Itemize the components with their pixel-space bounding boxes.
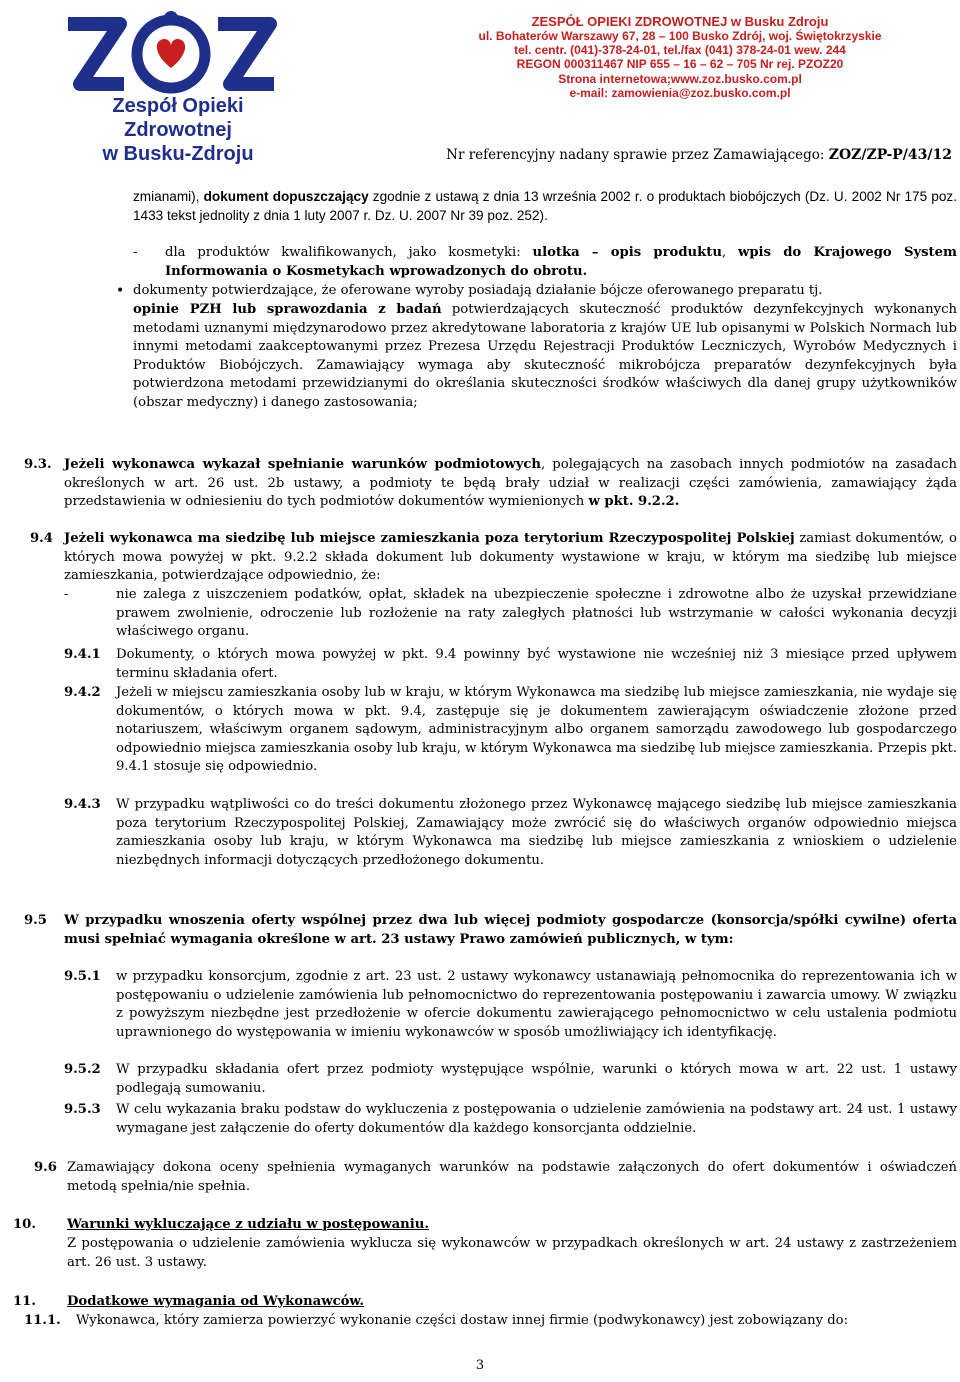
section-9-5-1-text: w przypadku konsorcjum, zgodnie z art. 23 ust. 2 ustawy wykonawcy ustanawiają pełnomocnika do reprezentowania ich w postępowaniu o udzielenie zamówienia lub pełnomocnictwo do reprezentowania postępowaniu i zawarcia umowy. W związku z powyższym niezbędne jest przedłożenie w ofercie dokumentu zawierającego pełnomocnictwo w celu ustalenia podmiotu uprawnionego do występowania w imieniu wykonawców w sposób umożliwiający ich identyfikację. bbox=[116, 969, 957, 1040]
section-11-1-text: Wykonawca, który zamierza powierzyć wykonanie części dostaw innej firmie (podwykonawcy) jest zobowiązany do: bbox=[76, 1313, 849, 1328]
text-segment-bold: w pkt. 9.2.2. bbox=[588, 494, 680, 510]
section-number-9-5-2: 9.5.2 bbox=[64, 1062, 101, 1077]
reference-value: ZOZ/ZP-P/43/12 bbox=[828, 147, 952, 163]
page-number: 3 bbox=[475, 1358, 485, 1373]
section-number-9-5-1: 9.5.1 bbox=[64, 969, 101, 984]
section-number-9-6: 9.6 bbox=[34, 1160, 57, 1175]
section-11-title: Dodatkowe wymagania od Wykonawców. bbox=[67, 1294, 365, 1309]
dash-marker: - bbox=[64, 587, 69, 602]
org-website[interactable]: Strona internetowa;www.zoz.busko.com.pl bbox=[558, 71, 802, 86]
logo-wordmark bbox=[58, 94, 298, 166]
org-email[interactable]: e-mail: zamowienia@zoz.busko.com.pl bbox=[569, 85, 791, 100]
reference-number bbox=[446, 147, 952, 163]
section-9-5-text: W przypadku wnoszenia oferty wspólnej przez dwa lub więcej podmioty gospodarcze (konsorcja/spółki cywilne) oferta musi spełniać wymagania określone w art. 23 ustawy Prawo zamówień publicznych, w tym: bbox=[64, 913, 957, 947]
section-9-3-text bbox=[64, 456, 957, 512]
text-segment-bold: wpis do Krajowego System Informowania o Kosmetykach wprowadzonych do obrotu. bbox=[165, 245, 957, 279]
section-9-4-dash-item: nie zalega z uiszczeniem podatków, opłat, składek na ubezpieczenie społeczne i zdrowotne albo że uzyskał przewidziane prawem zwolnienie, odroczenie lub rozłożenie na raty zaległych płatności lub wstrzymanie w całości wykonania decyzji właściwego organu. bbox=[116, 587, 957, 640]
section-number-9-5-3: 9.5.3 bbox=[64, 1102, 101, 1117]
text-segment-bold: ulotka – opis produktu bbox=[532, 245, 722, 260]
section-9-4-text bbox=[64, 530, 957, 586]
paragraph-biocidal-documents: dokumenty potwierdzające, że oferowane wyroby posiadają działanie bójcze oferowanego preparatu tj. bbox=[133, 283, 823, 298]
section-number-9-4: 9.4 bbox=[30, 531, 53, 546]
text-segment: , bbox=[721, 245, 738, 260]
zoz-logo-mark-icon bbox=[58, 6, 288, 98]
text-segment: , polegających na zasobach innych podmiotów na zasadach określonych w art. 26 ust. 2b ustawy, a podmioty te będą brały udział w realizacji części zamówienia, zamawiający żąda przedstawienia w odniesieniu do tych podmiotów dokumentów wymienionych bbox=[64, 457, 957, 510]
text-segment-bold: Jeżeli wykonawca wykazał spełnianie warunków podmiotowych bbox=[64, 457, 541, 472]
text-segment: zmianami), bbox=[133, 189, 204, 204]
text-segment: zamiast dokumentów, o których mowa powyżej w pkt. 9.2.2 składa dokument lub dokumenty wystawione w kraju, w którym ma siedzibę lub miejsce zamieszkania, potwierdzające odpowiednio, że: bbox=[64, 531, 957, 584]
section-number-9-4-3: 9.4.3 bbox=[64, 797, 101, 812]
header-contact-block bbox=[440, 14, 920, 100]
section-number-10: 10. bbox=[13, 1217, 36, 1232]
text-segment: zgodnie z ustawą z dnia 13 września 2002 r. o produktach biobójczych (Dz. U. 2002 Nr 175 poz. 1433 tekst jednolity z dnia 1 luty 2007 r. Dz. U. 2007 Nr 39 poz. 252). bbox=[133, 189, 958, 223]
paragraph-pzh-opinions bbox=[133, 301, 957, 413]
section-number-11-1: 11.1. bbox=[24, 1313, 61, 1328]
reference-label: Nr referencyjny nadany sprawie przez Zamawiającego: bbox=[446, 147, 829, 163]
org-name: ZESPÓŁ OPIEKI ZDROWOTNEJ w Busku Zdroju bbox=[531, 14, 829, 29]
text-segment-bold: dokument dopuszczający bbox=[203, 189, 369, 204]
logo-line-2: w Busku-Zdroju bbox=[102, 143, 254, 165]
section-number-9-5: 9.5 bbox=[24, 913, 47, 928]
section-9-5-2-text: W przypadku składania ofert przez podmioty występujące wspólnie, warunki o których mowa w art. 22 ust. 1 ustawy podlegają sumowaniu. bbox=[116, 1062, 957, 1096]
text-segment: dla produktów kwalifikowanych, jako kosmetyki: bbox=[165, 245, 533, 260]
text-segment: potwierdzających skuteczność produktów dezynfekcyjnych wykonanych metodami uznanymi międzynarodowo przez akredytowane laboratoria z krajów UE lub opisanymi w Polskich Normach lub innymi metodami zaakceptowanymi przez Prezesa Urzędu Rejestracji Produktów Leczniczych, Wyrobów Medycznych i Produktów Biobójczych. Zamawiający wymaga aby skuteczność mikrobójcza preparatów dezynfekcyjnych była potwierdzona metodami przewidzianymi do określania skuteczności środków właściwych dla danej grupy użytkowników (obszar medyczny) i danego zastosowania; bbox=[133, 302, 957, 410]
org-regon: REGON 000311467 NIP 655 – 16 – 62 – 705 Nr rej. PZOZ20 bbox=[516, 57, 844, 72]
section-10-text: Z postępowania o udzielenie zamówienia wyklucza się wykonawców w przypadkach określonych w art. 24 ustawy z zastrzeżeniem art. 26 ust. 3 ustawy. bbox=[67, 1236, 957, 1270]
section-10-title: Warunki wykluczające z udziału w postępowaniu. bbox=[67, 1217, 429, 1232]
paragraph-biocide-permit bbox=[133, 188, 957, 225]
org-address: ul. Bohaterów Warszawy 67, 28 – 100 Busko Zdrój, woj. Świętokrzyskie bbox=[478, 29, 882, 43]
text-segment-bold: Jeżeli wykonawca ma siedzibę lub miejsce zamieszkania poza terytorium Rzeczypospolitej Polskiej bbox=[64, 531, 795, 546]
section-9-4-2-text: Jeżeli w miejscu zamieszkania osoby lub w kraju, w którym Wykonawca ma siedzibę lub miejsce zamieszkania, nie wydaje się dokumentów, o których mowa w pkt. 9.4, zastępuje się je dokumentem zawierającym oświadczenie złożone przed notariuszem, właściwym organem sądowym, administracyjnym albo organem samorządu zawodowego lub gospodarczego odpowiednio miejsca zamieszkania osoby lub kraju, w którym Wykonawca ma siedzibę lub miejsce zamieszkania. Przepis pkt. 9.4.1 stosuje się odpowiednio. bbox=[116, 685, 957, 775]
section-9-4-3-text: W przypadku wątpliwości co do treści dokumentu złożonego przez Wykonawcę mającego siedzibę lub miejsce zamieszkania poza terytorium Rzeczypospolitej Polskiej, Zamawiający może zwrócić się do właściwych organów odpowiednio miejsca zamieszkania osoby lub kraju, w którym Wykonawca ma siedzibę lub miejsce zamieszkania z wnioskiem o udzielenie niezbędnych informacji dotyczących przedłożonego dokumentu. bbox=[116, 797, 957, 868]
bullet-marker: • bbox=[116, 283, 125, 299]
section-9-6-text: Zamawiający dokona oceny spełnienia wymaganych warunków na podstawie załączonych do ofert dokumentów i oświadczeń metodą spełnia/nie spełnia. bbox=[67, 1160, 957, 1194]
section-number-11: 11. bbox=[13, 1294, 36, 1309]
dash-marker: - bbox=[133, 245, 138, 260]
paragraph-cosmetics bbox=[165, 244, 957, 281]
section-number-9-3: 9.3. bbox=[24, 457, 52, 472]
org-phone: tel. centr. (041)-378-24-01, tel./fax (041) 378-24-01 wew. 244 bbox=[514, 43, 846, 58]
section-number-9-4-2: 9.4.2 bbox=[64, 685, 101, 700]
section-9-5-3-text: W celu wykazania braku podstaw do wykluczenia z postępowania o udzielenie zamówienia na podstawy art. 24 ust. 1 ustawy wymagane jest załączenie do oferty dokumentów dla każdego konsorcjanta oddzielnie. bbox=[116, 1102, 957, 1136]
logo-line-1: Zespół Opieki Zdrowotnej bbox=[112, 95, 244, 141]
section-9-4-1-text: Dokumenty, o których mowa powyżej w pkt. 9.4 powinny być wystawione nie wcześniej niż 3 miesiące przed upływem terminu składania ofert. bbox=[116, 647, 957, 681]
section-number-9-4-1: 9.4.1 bbox=[64, 647, 101, 662]
text-segment-bold: opinie PZH lub sprawozdania z badań bbox=[133, 302, 442, 317]
logo bbox=[58, 6, 288, 165]
